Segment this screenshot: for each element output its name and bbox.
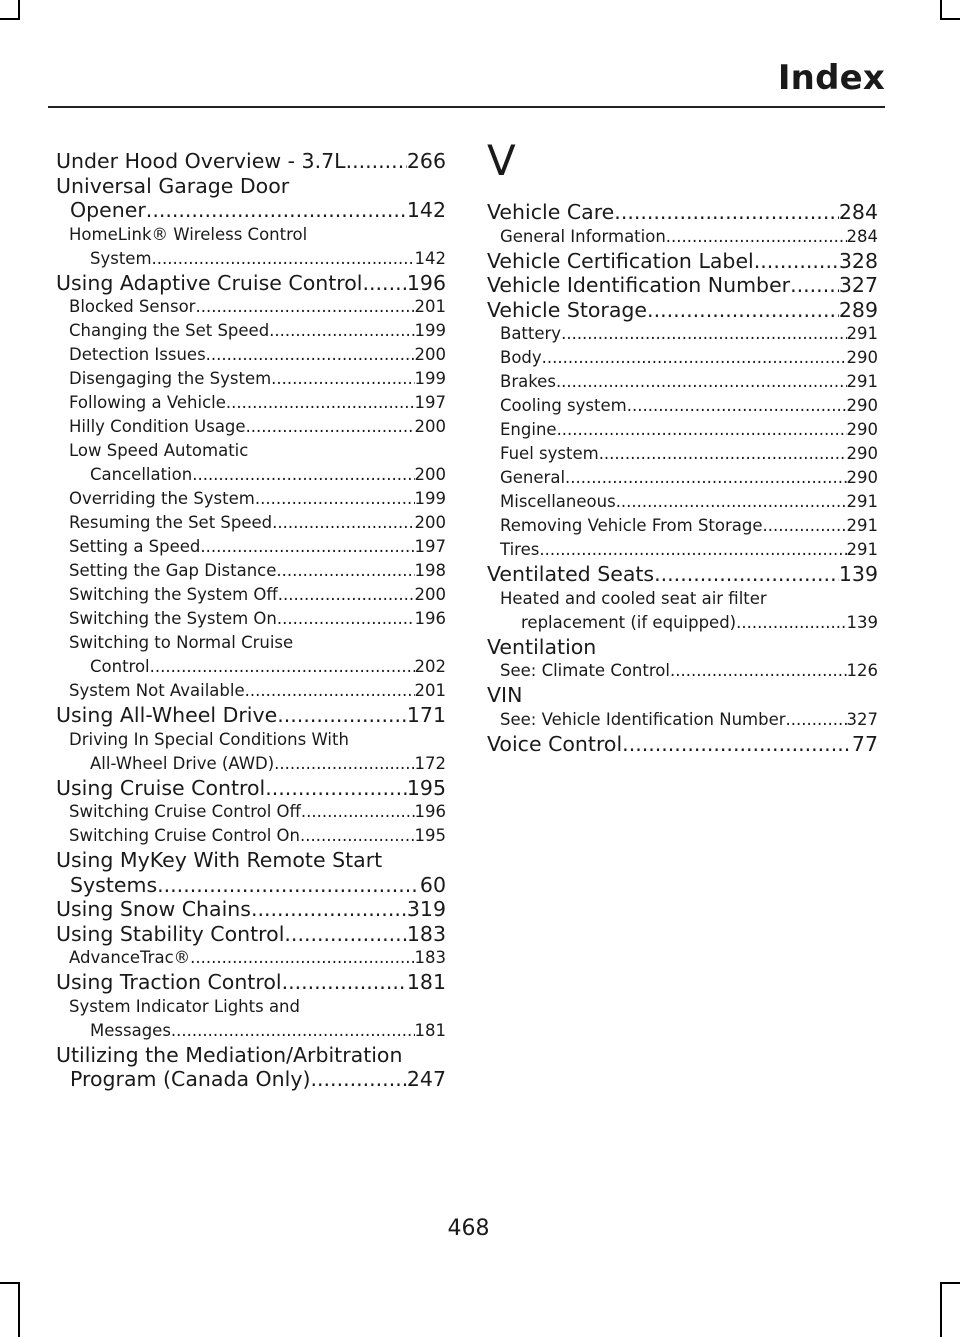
- entry-page: 289: [838, 297, 878, 322]
- entry-page: 290: [846, 444, 878, 463]
- crop-mark-top-right-v: [940, 0, 942, 20]
- index-entry: [56, 776, 446, 801]
- entry-title: Switching the System Off: [69, 585, 278, 604]
- entry-title: Disengaging the System: [69, 369, 272, 388]
- entry-page: 291: [846, 492, 878, 511]
- entry-page: 327: [838, 273, 878, 297]
- dot-leader: [654, 562, 839, 587]
- index-entry-row: [69, 319, 446, 343]
- index-heading: Universal Garage Door: [56, 173, 290, 198]
- entry-page: 142: [406, 198, 446, 222]
- dot-leader: [195, 295, 414, 319]
- entry-page: 290: [846, 468, 878, 487]
- index-entry-row: [69, 583, 446, 607]
- index-entry-row: [69, 487, 446, 511]
- dot-leader: [666, 225, 847, 249]
- entry-page: 197: [414, 537, 446, 556]
- dot-leader: [278, 583, 415, 607]
- index-entry-row: [69, 295, 446, 319]
- index-entry-row: [500, 659, 878, 683]
- index-entry: [487, 708, 878, 732]
- section-letter: V: [487, 136, 516, 185]
- index-entry: [56, 1043, 446, 1092]
- index-entry-row: [56, 873, 446, 898]
- entry-title: Hilly Condition Usage: [69, 417, 246, 436]
- entry-page: 126: [846, 661, 878, 680]
- index-entry: [56, 367, 446, 391]
- index-entry: [487, 394, 878, 418]
- index-entry: [487, 249, 878, 274]
- entry-page: 196: [414, 609, 446, 628]
- entry-title: Setting the Gap Distance: [69, 561, 277, 580]
- entry-title: Fuel system: [500, 444, 599, 463]
- entry-title: Program (Canada Only): [70, 1067, 311, 1091]
- index-entry-row: [69, 655, 446, 679]
- index-entry: [487, 490, 878, 514]
- index-entry-row: [487, 562, 878, 587]
- index-entry: [487, 659, 878, 683]
- index-entry-row: [487, 249, 878, 274]
- index-entry: [56, 583, 446, 607]
- entry-page: 291: [846, 372, 878, 391]
- entry-page: 199: [414, 321, 446, 340]
- index-entry: [56, 995, 446, 1043]
- entry-title: Using Adaptive Cruise Control: [56, 270, 363, 295]
- index-entry: [487, 370, 878, 394]
- entry-title: Ventilated Seats: [487, 562, 655, 586]
- index-entry: [56, 848, 446, 897]
- page-number: 468: [447, 1216, 490, 1241]
- index-entry: [56, 391, 446, 415]
- index-entry-row: [487, 298, 878, 323]
- dot-leader: [276, 559, 414, 583]
- entry-page: 284: [846, 226, 878, 246]
- dot-leader: [670, 659, 847, 683]
- entry-title: Vehicle Identification Number: [487, 273, 791, 297]
- index-heading: Heated and cooled seat air filter: [500, 588, 767, 608]
- index-entry-row: [500, 611, 878, 635]
- dot-leader: [277, 703, 407, 728]
- index-entry-row: [500, 322, 878, 346]
- index-entry-row: [500, 442, 878, 466]
- index-entry-row: [69, 511, 446, 535]
- index-entry: [56, 897, 446, 922]
- dot-leader: [226, 391, 415, 415]
- entry-title: Miscellaneous: [500, 492, 616, 511]
- entry-page: 290: [846, 420, 878, 439]
- crop-mark-top-right-h: [940, 18, 960, 20]
- dot-leader: [786, 708, 847, 732]
- entry-page: 291: [846, 516, 878, 535]
- entry-title: See: Climate Control: [500, 661, 670, 680]
- index-entry-row: [56, 1067, 446, 1092]
- dot-leader: [171, 1019, 415, 1043]
- entry-title: All-Wheel Drive (AWD): [90, 753, 275, 773]
- entry-title: Switching Cruise Control Off: [69, 802, 301, 821]
- entry-page: 172: [414, 753, 446, 773]
- index-entry: [56, 679, 446, 703]
- dot-leader: [539, 538, 846, 562]
- dot-leader: [363, 271, 407, 296]
- index-entry: [56, 703, 446, 728]
- index-entry: [56, 271, 446, 296]
- crop-mark-bottom-left-h: [0, 1282, 20, 1284]
- entry-page: 200: [414, 513, 446, 532]
- entry-page: 291: [846, 540, 878, 559]
- index-entry: [487, 514, 878, 538]
- index-column-right: [487, 136, 878, 756]
- entry-title: Following a Vehicle: [69, 393, 226, 412]
- entry-title: AdvanceTrac®: [69, 948, 191, 967]
- entry-page: 319: [406, 897, 446, 921]
- index-entry-row: [69, 247, 446, 271]
- dot-leader: [565, 466, 846, 490]
- dot-leader: [274, 752, 414, 776]
- index-entry: [56, 728, 446, 776]
- index-entry-row: [56, 198, 446, 223]
- entry-page: 181: [414, 1020, 446, 1040]
- entry-page: 199: [414, 369, 446, 388]
- dot-leader: [614, 200, 839, 225]
- entry-title: Using Snow Chains: [56, 897, 251, 921]
- crop-mark-top-left-h: [0, 18, 20, 20]
- dot-leader: [284, 922, 406, 947]
- entry-title: Resuming the Set Speed: [69, 513, 273, 532]
- dot-leader: [269, 319, 414, 343]
- entry-title: Messages: [90, 1020, 171, 1040]
- entry-title: Voice Control: [487, 731, 623, 756]
- index-entry-row: [69, 343, 446, 367]
- dot-leader: [736, 611, 846, 635]
- entry-title: Changing the Set Speed: [69, 321, 270, 340]
- entry-title: Detection Issues: [69, 345, 206, 364]
- index-entry-row: [500, 466, 878, 490]
- dot-leader: [146, 198, 407, 223]
- index-entry-row: [69, 367, 446, 391]
- entry-page: 183: [414, 948, 446, 967]
- index-heading: HomeLink® Wireless Control: [69, 224, 308, 244]
- entry-page: 200: [414, 585, 446, 604]
- index-entry-row: [69, 535, 446, 559]
- index-entry: [487, 442, 878, 466]
- dot-leader: [152, 247, 415, 271]
- dot-leader: [190, 946, 414, 970]
- dot-leader: [245, 679, 415, 703]
- dot-leader: [282, 970, 407, 995]
- entry-page: 181: [406, 970, 446, 994]
- entry-page: 328: [838, 248, 878, 273]
- crop-mark-bottom-right-h: [940, 1282, 960, 1284]
- index-entry: [56, 535, 446, 559]
- dot-leader: [557, 418, 847, 442]
- index-entry: [56, 970, 446, 995]
- index-entry-row: [56, 271, 446, 296]
- entry-page: 139: [838, 562, 878, 586]
- entry-title: Tires: [500, 540, 540, 559]
- index-entry: [56, 319, 446, 343]
- index-entry: [487, 587, 878, 635]
- dot-leader: [200, 535, 414, 559]
- index-entry-row: [69, 1019, 446, 1043]
- dot-leader: [542, 346, 847, 370]
- dot-leader: [255, 487, 415, 511]
- index-entry: [487, 322, 878, 346]
- dot-leader: [627, 394, 847, 418]
- entry-title: Systems: [70, 872, 158, 897]
- index-entry: [487, 635, 878, 660]
- index-entry: [56, 343, 446, 367]
- index-entry-row: [69, 607, 446, 631]
- index-heading: Low Speed Automatic: [69, 441, 249, 460]
- index-entry-row: [500, 370, 878, 394]
- index-entry: [56, 415, 446, 439]
- index-entry: [56, 174, 446, 223]
- entry-page: 200: [414, 345, 446, 364]
- entry-page: 77: [851, 731, 878, 756]
- index-entry-row: [69, 559, 446, 583]
- dot-leader: [271, 367, 414, 391]
- entry-title: Vehicle Storage: [487, 297, 648, 322]
- entry-page: 142: [414, 248, 446, 268]
- entry-page: 284: [838, 200, 878, 224]
- dot-leader: [647, 298, 839, 323]
- entry-title: Control: [90, 657, 150, 676]
- entry-title: Using All-Wheel Drive: [56, 703, 278, 727]
- index-entry: [56, 487, 446, 511]
- entry-title: Cooling system: [500, 396, 627, 415]
- index-entry-row: [69, 415, 446, 439]
- crop-mark-top-left-v: [18, 0, 20, 20]
- entry-page: 247: [406, 1067, 446, 1091]
- crop-mark-bottom-right-v: [940, 1282, 942, 1337]
- dot-leader: [150, 655, 415, 679]
- index-entry: [56, 439, 446, 487]
- entry-title: General: [500, 468, 566, 487]
- dot-leader: [300, 824, 415, 848]
- dot-leader: [790, 273, 839, 298]
- index-entry: [487, 538, 878, 562]
- entry-title: Using Traction Control: [56, 970, 282, 994]
- index-entry-row: [56, 897, 446, 922]
- entry-page: 200: [414, 465, 446, 484]
- dot-leader: [251, 897, 407, 922]
- index-entry-row: [69, 679, 446, 703]
- index-entry-row: [69, 463, 446, 487]
- index-entry: [487, 418, 878, 442]
- dot-leader: [556, 370, 847, 394]
- index-entry: [56, 607, 446, 631]
- index-entry: [487, 298, 878, 323]
- index-entry: [487, 225, 878, 249]
- entry-title: Blocked Sensor: [69, 297, 196, 316]
- index-entry-row: [69, 800, 446, 824]
- entry-title: Brakes: [500, 372, 556, 391]
- entry-page: 266: [406, 149, 446, 173]
- entry-page: 202: [414, 657, 446, 676]
- index-entry-row: [56, 970, 446, 995]
- entry-page: 198: [414, 561, 446, 580]
- dot-leader: [561, 322, 846, 346]
- entry-page: 171: [406, 703, 446, 727]
- entry-title: Using Stability Control: [56, 921, 285, 946]
- entry-title: Opener: [70, 198, 146, 222]
- entry-title: Body: [500, 348, 542, 367]
- entry-page: 197: [414, 393, 446, 412]
- dot-leader: [622, 732, 852, 757]
- index-entry-row: [56, 149, 446, 174]
- entry-title: Removing Vehicle From Storage: [500, 516, 763, 535]
- index-entry-row: [500, 490, 878, 514]
- dot-leader: [754, 249, 839, 274]
- index-entry: [56, 149, 446, 174]
- index-entry: [56, 824, 446, 848]
- entry-title: Vehicle Care: [487, 200, 615, 224]
- index-heading: Switching to Normal Cruise: [69, 633, 294, 652]
- entry-title: Switching Cruise Control On: [69, 826, 300, 845]
- index-entry-row: [500, 538, 878, 562]
- entry-title: Overriding the System: [69, 489, 255, 508]
- index-entry: [56, 559, 446, 583]
- index-entry: [487, 273, 878, 298]
- entry-page: 196: [414, 802, 446, 821]
- dot-leader: [616, 490, 847, 514]
- entry-page: 199: [414, 489, 446, 508]
- entry-title: Switching the System On: [69, 609, 277, 628]
- dot-leader: [265, 776, 407, 801]
- index-entry-row: [487, 732, 878, 757]
- entry-title: System Not Available: [69, 681, 245, 700]
- entry-page: 60: [419, 872, 446, 897]
- index-heading: Utilizing the Mediation/Arbitration: [56, 1042, 403, 1067]
- index-entry-row: [500, 708, 878, 732]
- index-entry: [56, 922, 446, 947]
- index-entry: [487, 346, 878, 370]
- index-entry: [56, 631, 446, 679]
- index-entry-row: [56, 776, 446, 801]
- index-entry-row: [69, 391, 446, 415]
- index-entry-row: [500, 346, 878, 370]
- index-entry-row: [500, 394, 878, 418]
- entry-page: 196: [406, 270, 446, 295]
- page-title: Index: [777, 58, 885, 98]
- index-entry-row: [500, 225, 878, 249]
- index-entry: [56, 946, 446, 970]
- entry-title: Cancellation: [90, 465, 193, 484]
- entry-title: Battery: [500, 324, 562, 343]
- dot-leader: [763, 514, 847, 538]
- entry-page: 201: [414, 297, 446, 316]
- entry-title: General Information: [500, 226, 666, 246]
- entry-title: See: Vehicle Identification Number: [500, 709, 786, 729]
- index-entry-row: [69, 824, 446, 848]
- dot-leader: [346, 149, 407, 174]
- entry-page: 195: [406, 775, 446, 800]
- entry-page: 290: [846, 396, 878, 415]
- entry-title: Engine: [500, 420, 557, 439]
- dot-leader: [599, 442, 847, 466]
- entry-page: 327: [846, 709, 878, 729]
- entry-title: replacement (if equipped): [521, 612, 737, 632]
- index-entry: [56, 295, 446, 319]
- index-entry: [487, 683, 878, 708]
- index-heading: Using MyKey With Remote Start: [56, 848, 383, 872]
- header-rule: [48, 106, 885, 108]
- entry-title: Vehicle Certification Label: [487, 248, 754, 273]
- entry-title: Under Hood Overview - 3.7L: [56, 149, 346, 173]
- crop-mark-bottom-left-v: [18, 1282, 20, 1337]
- entry-title: Setting a Speed: [69, 537, 201, 556]
- index-entry-row: [69, 946, 446, 970]
- dot-leader: [206, 343, 415, 367]
- dot-leader: [272, 511, 414, 535]
- index-entry: [56, 800, 446, 824]
- index-entry: [487, 562, 878, 587]
- index-entry-row: [69, 752, 446, 776]
- index-entry-row: [56, 922, 446, 947]
- entry-page: 183: [406, 921, 446, 946]
- index-entry: [487, 466, 878, 490]
- index-heading: System Indicator Lights and: [69, 996, 300, 1016]
- index-heading: VIN: [487, 683, 523, 707]
- index-entry-row: [56, 703, 446, 728]
- dot-leader: [192, 463, 414, 487]
- index-entry-row: [500, 514, 878, 538]
- entry-page: 290: [846, 348, 878, 367]
- index-entry: [487, 732, 878, 757]
- dot-leader: [301, 800, 415, 824]
- entry-page: 195: [414, 826, 446, 845]
- index-entry: [56, 223, 446, 271]
- entry-page: 139: [846, 612, 878, 632]
- entry-page: 201: [414, 681, 446, 700]
- index-entry-row: [487, 200, 878, 225]
- dot-leader: [246, 415, 415, 439]
- index-entry-row: [500, 418, 878, 442]
- entry-title: Using Cruise Control: [56, 775, 266, 800]
- index-entry: [487, 200, 878, 225]
- dot-leader: [277, 607, 415, 631]
- index-entry: [56, 511, 446, 535]
- index-heading: Ventilation: [487, 634, 597, 659]
- entry-page: 291: [846, 324, 878, 343]
- index-entries-v: [487, 200, 878, 756]
- dot-leader: [157, 873, 420, 898]
- dot-leader: [311, 1067, 407, 1092]
- index-heading: Driving In Special Conditions With: [69, 729, 349, 749]
- entry-title: System: [90, 248, 152, 268]
- entry-page: 200: [414, 417, 446, 436]
- index-column-left: [56, 149, 446, 1092]
- index-entry-row: [487, 273, 878, 298]
